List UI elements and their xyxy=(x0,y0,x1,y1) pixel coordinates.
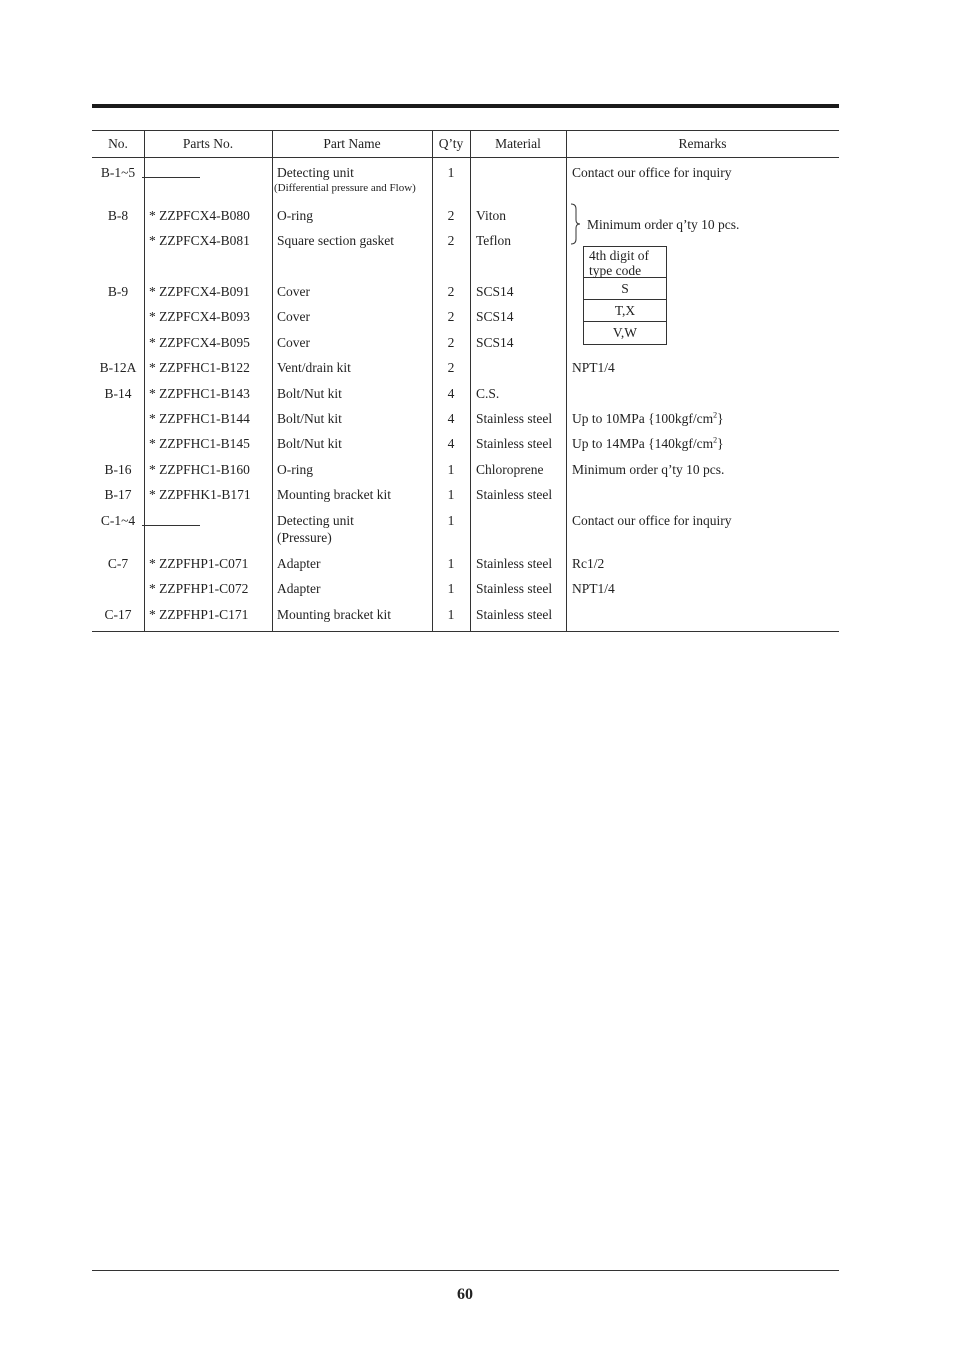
row-material: C.S. xyxy=(476,386,500,401)
header-remarks: Remarks xyxy=(678,136,727,151)
row-part-name: Bolt/Nut kit xyxy=(277,411,342,426)
row-remarks: NPT1/4 xyxy=(572,581,615,596)
row-qty: 1 xyxy=(447,556,455,571)
row-qty: 1 xyxy=(447,165,455,180)
row-part-name: Adapter xyxy=(277,556,321,571)
row-no: B-17 xyxy=(104,487,132,502)
row-remarks: Contact our office for inquiry xyxy=(572,165,732,180)
row-material: Teflon xyxy=(476,233,512,248)
row-part-name: Cover xyxy=(277,284,310,299)
row-parts-no: * ZZPFCX4-B081 xyxy=(149,233,250,248)
type-code-header-line: type code xyxy=(589,263,642,278)
row-qty: 2 xyxy=(447,360,455,375)
brace-note: Minimum order q’ty 10 pcs. xyxy=(587,217,740,232)
row-remarks: Contact our office for inquiry xyxy=(572,513,732,528)
type-code-header-line: 4th digit of xyxy=(589,248,649,263)
row-remarks: Rc1/2 xyxy=(572,556,605,571)
row-qty: 4 xyxy=(447,436,455,451)
row-parts-no-dash xyxy=(149,165,269,181)
row-parts-no: * ZZPFHP1-C171 xyxy=(149,607,249,622)
header-material: Material xyxy=(495,136,541,151)
row-qty: 1 xyxy=(447,607,455,622)
top-rule xyxy=(92,104,839,108)
row-part-name: Mounting bracket kit xyxy=(277,487,391,502)
row-part-name: Cover xyxy=(277,309,310,324)
row-qty: 2 xyxy=(447,208,455,223)
remarks-text: Up to 14MPa {140kgf/cm xyxy=(572,436,714,451)
row-parts-no: * ZZPFCX4-B080 xyxy=(149,208,250,223)
row-parts-no: * ZZPFHC1-B143 xyxy=(149,386,250,401)
row-part-name: Mounting bracket kit xyxy=(277,607,391,622)
row-part-name: Adapter xyxy=(277,581,321,596)
row-no: B-8 xyxy=(107,208,129,223)
row-no: C-1~4 xyxy=(100,513,136,528)
row-qty: 2 xyxy=(447,335,455,350)
type-code-header xyxy=(584,247,666,278)
row-part-name-sub: (Differential pressure and Flow) xyxy=(274,182,416,194)
row-remarks xyxy=(572,436,834,452)
row-material: SCS14 xyxy=(476,335,514,350)
row-part-name: Vent/drain kit xyxy=(277,360,351,375)
row-parts-no: * ZZPFHC1-B145 xyxy=(149,436,250,451)
remarks-sup: 2 xyxy=(713,410,718,420)
row-parts-no-dash xyxy=(149,513,269,529)
remarks-end: } xyxy=(717,411,724,426)
row-part-name: Square section gasket xyxy=(277,233,394,248)
row-material: Stainless steel xyxy=(476,411,553,426)
row-material: Stainless steel xyxy=(476,581,553,596)
row-parts-no: * ZZPFHC1-B160 xyxy=(149,462,250,477)
row-material: Chloroprene xyxy=(476,462,544,477)
row-remarks: Minimum order q’ty 10 pcs. xyxy=(572,462,725,477)
row-material: SCS14 xyxy=(476,309,514,324)
row-part-name: O-ring xyxy=(277,208,313,223)
row-qty: 2 xyxy=(447,233,455,248)
row-material: Stainless steel xyxy=(476,556,553,571)
type-code-cell: V,W xyxy=(612,325,638,340)
row-qty: 2 xyxy=(447,284,455,299)
column-divider xyxy=(470,131,471,631)
row-no: C-17 xyxy=(104,607,132,622)
column-divider xyxy=(144,131,145,631)
row-part-name: Detecting unit xyxy=(277,165,354,180)
header-parts-no: Parts No. xyxy=(182,136,234,151)
row-parts-no: * ZZPFCX4-B093 xyxy=(149,309,250,324)
header-divider xyxy=(92,157,839,158)
remarks-end: } xyxy=(717,436,724,451)
row-parts-no: * ZZPFCX4-B091 xyxy=(149,284,250,299)
row-qty: 1 xyxy=(447,487,455,502)
row-remarks xyxy=(572,411,834,427)
row-qty: 1 xyxy=(447,462,455,477)
row-part-name: Cover xyxy=(277,335,310,350)
page-number: 60 xyxy=(457,1286,473,1303)
header-qty: Q’ty xyxy=(438,136,464,151)
row-no: B-16 xyxy=(104,462,132,477)
remarks-sup: 2 xyxy=(713,435,718,445)
row-material: Stainless steel xyxy=(476,607,553,622)
parts-table xyxy=(92,130,839,632)
row-no: B-9 xyxy=(107,284,129,299)
type-code-cell: S xyxy=(584,278,666,300)
row-material: Viton xyxy=(476,208,506,223)
row-parts-no: * ZZPFHP1-C071 xyxy=(149,556,249,571)
brace-icon xyxy=(569,203,583,245)
remarks-text: Up to 10MPa {100kgf/cm xyxy=(572,411,714,426)
row-parts-no: * ZZPFHP1-C072 xyxy=(149,581,249,596)
row-part-name: O-ring xyxy=(277,462,313,477)
row-part-name: Bolt/Nut kit xyxy=(277,436,342,451)
row-qty: 1 xyxy=(447,581,455,596)
row-material: SCS14 xyxy=(476,284,514,299)
row-parts-no: * ZZPFCX4-B095 xyxy=(149,335,250,350)
row-no: C-7 xyxy=(107,556,129,571)
row-parts-no: * ZZPFHC1-B144 xyxy=(149,411,250,426)
header-part-name: Part Name xyxy=(323,136,381,151)
bottom-rule xyxy=(92,1270,839,1271)
row-no: B-14 xyxy=(104,386,132,401)
row-material: Stainless steel xyxy=(476,487,553,502)
type-code-box xyxy=(583,246,667,345)
row-part-name: Bolt/Nut kit xyxy=(277,386,342,401)
row-qty: 4 xyxy=(447,411,455,426)
row-parts-no: * ZZPFHK1-B171 xyxy=(149,487,251,502)
row-material: Stainless steel xyxy=(476,436,553,451)
row-parts-no: * ZZPFHC1-B122 xyxy=(149,360,250,375)
column-divider xyxy=(272,131,273,631)
type-code-cell: T,X xyxy=(584,300,666,322)
header-no: No. xyxy=(108,136,128,151)
row-no: B-1~5 xyxy=(100,165,136,180)
row-no: B-12A xyxy=(99,360,137,375)
row-remarks: NPT1/4 xyxy=(572,360,615,375)
row-part-name-sub: (Pressure) xyxy=(277,530,332,545)
row-qty: 1 xyxy=(447,513,455,528)
row-part-name: Detecting unit xyxy=(277,513,354,528)
row-qty: 4 xyxy=(447,386,455,401)
row-qty: 2 xyxy=(447,309,455,324)
